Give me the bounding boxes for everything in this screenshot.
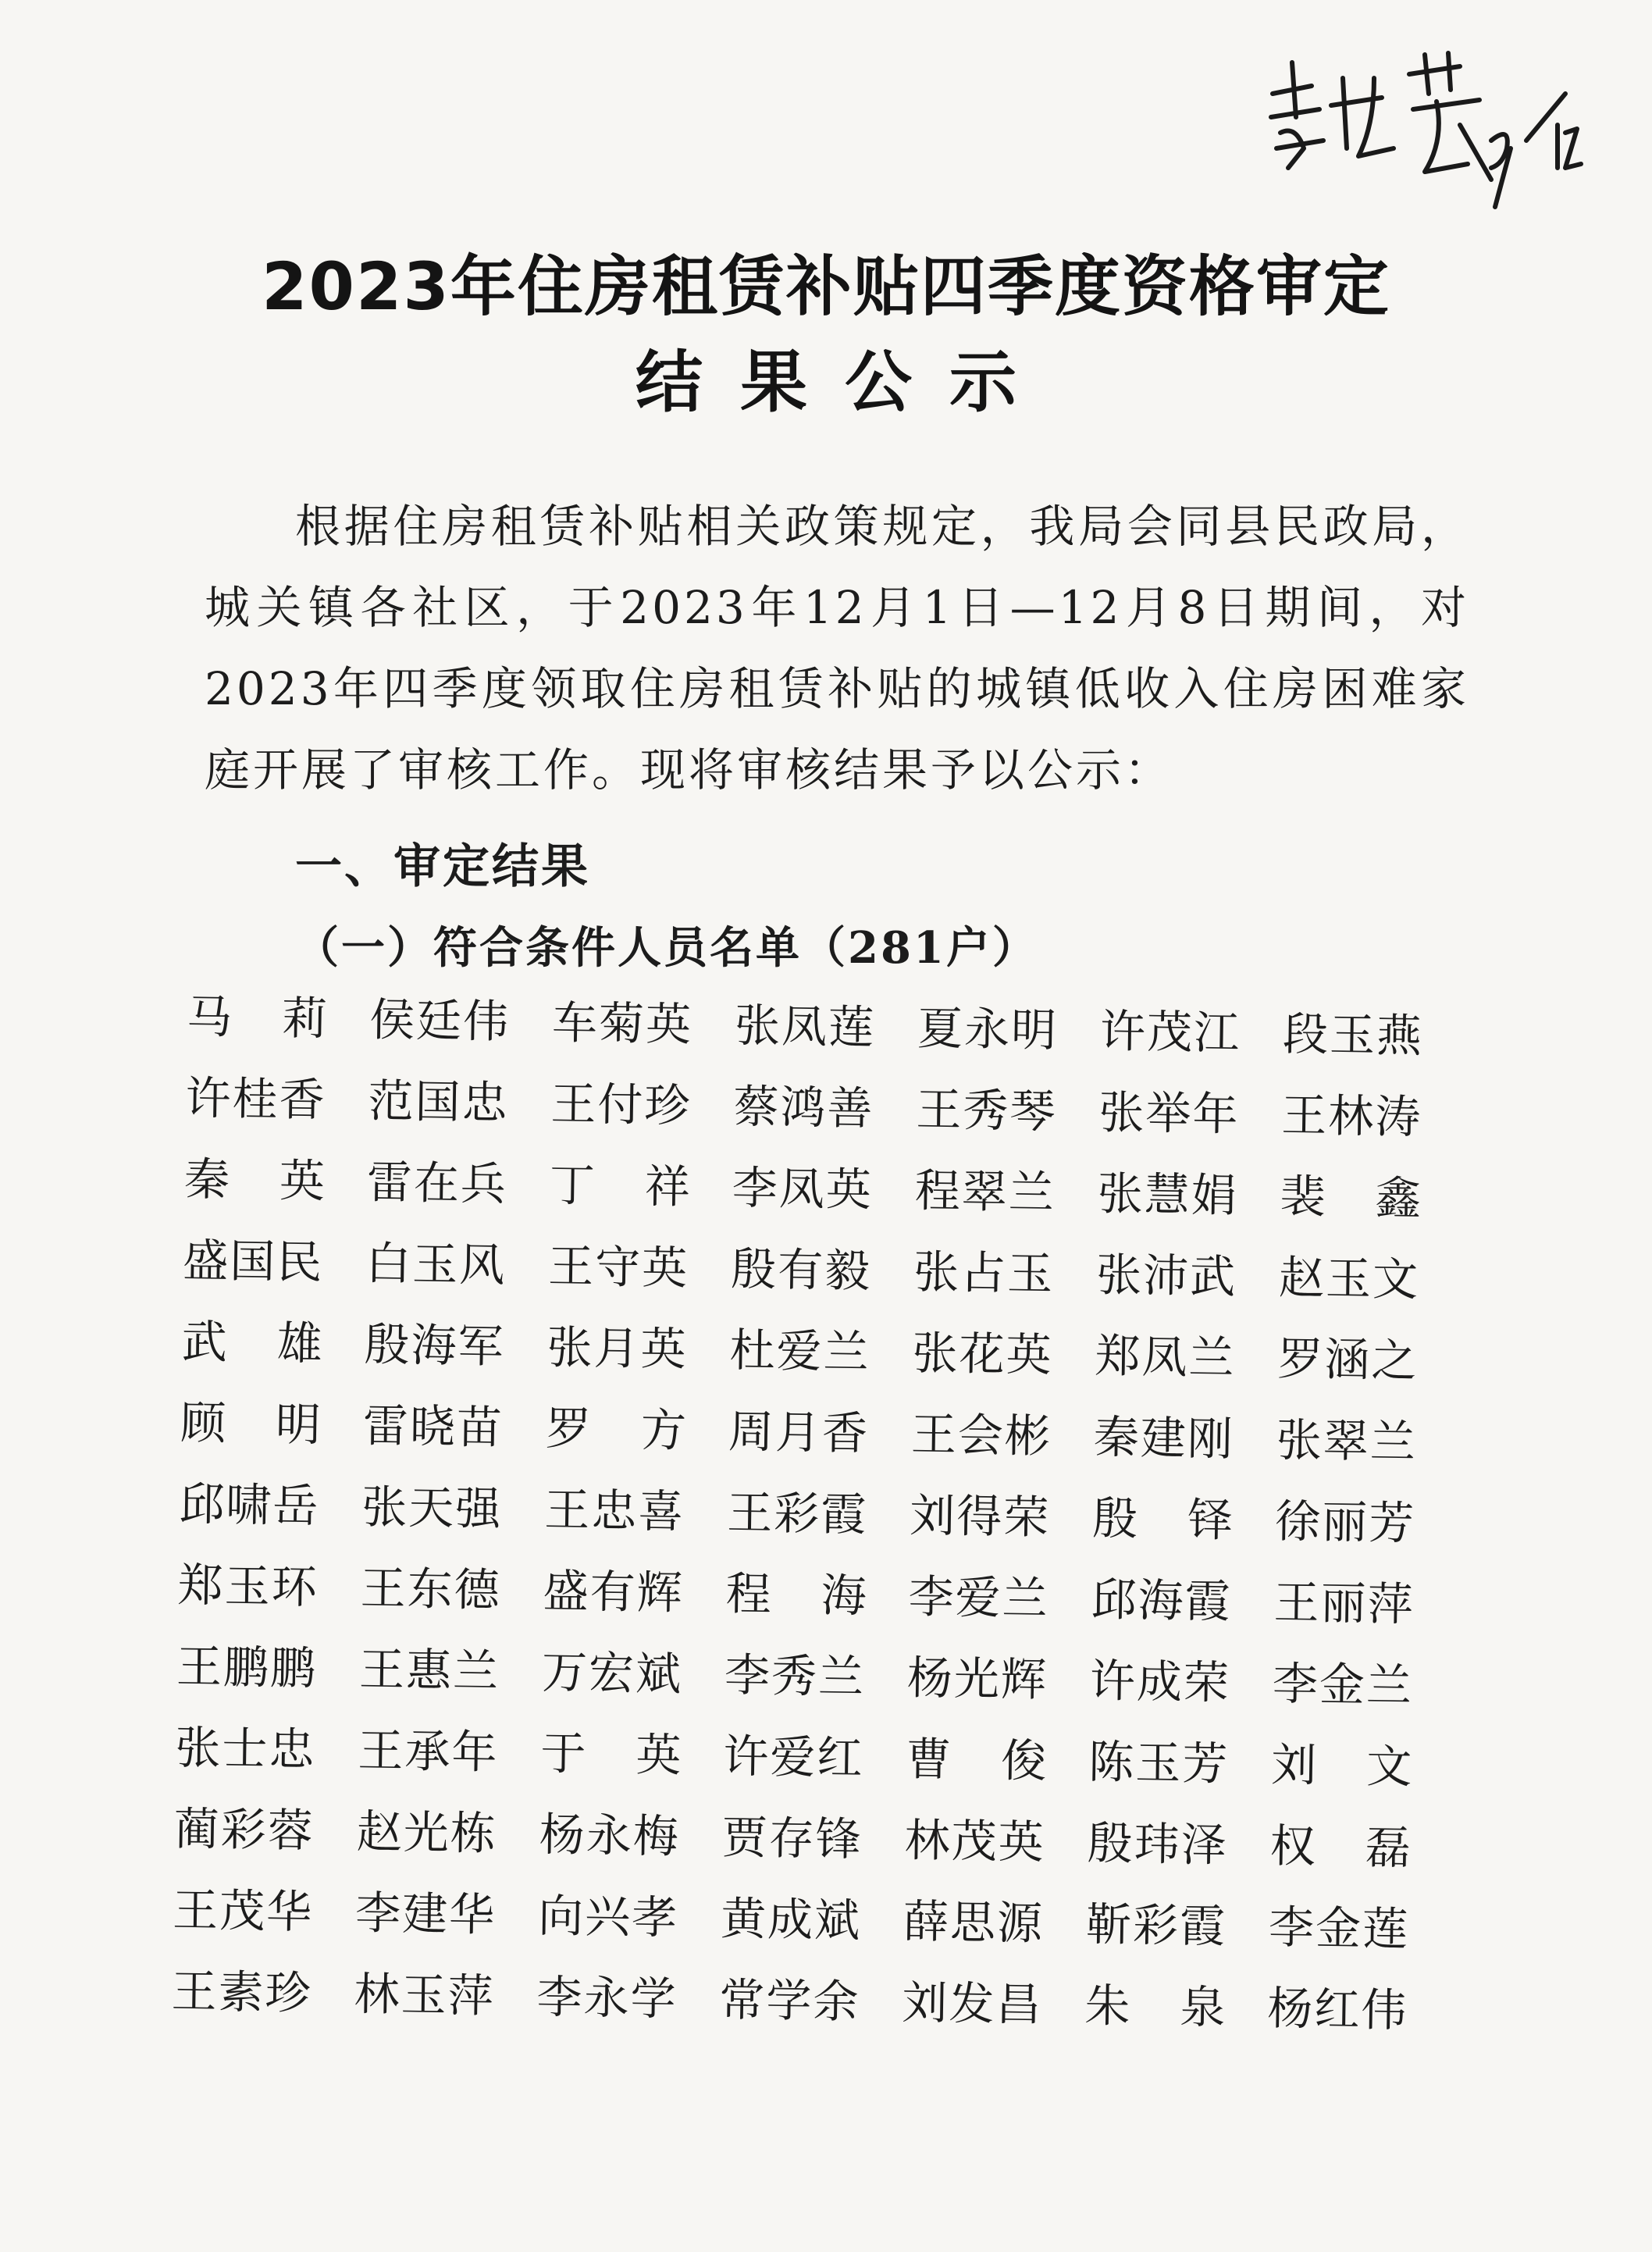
list-item: 王茂华 — [172, 1883, 314, 1939]
list-item: 罗涵之 — [1276, 1331, 1419, 1388]
list-item: 张士忠 — [174, 1720, 317, 1776]
list-item: 张花英 — [911, 1326, 1054, 1382]
list-item: 盛有辉 — [543, 1564, 685, 1620]
list-item: 罗方 — [545, 1402, 737, 1459]
list-item: 王东德 — [360, 1561, 502, 1617]
intro-paragraph: 根据住房租赁补贴相关政策规定，我局会同县民政局，城关镇各社区，于2023年12月1日—12月8日期间，对2023年四季度领取住房租赁补贴的城镇低收入住房困难家庭开展了审核工作。现将审核结果予以公示： — [205, 500, 1469, 796]
eligible-names-list — [171, 976, 1472, 2052]
list-item: 蔡鸿善 — [732, 1080, 874, 1135]
list-item: 张慧娟 — [1097, 1167, 1239, 1223]
list-item: 秦英 — [183, 1152, 376, 1209]
list-item: 王付珍 — [550, 1077, 692, 1133]
list-item: 许桂香 — [185, 1071, 327, 1127]
list-item: 靳彩霞 — [1085, 1897, 1227, 1954]
section-heading: 一、审定结果 — [295, 839, 590, 894]
list-item: 段玉燕 — [1282, 1007, 1424, 1063]
list-item: 王素珍 — [171, 1964, 313, 2020]
list-item: 白玉风 — [365, 1236, 507, 1292]
list-item: 雷晓苗 — [362, 1399, 504, 1455]
list-item: 张月英 — [547, 1320, 689, 1377]
list-item: 邱海霞 — [1091, 1573, 1233, 1629]
list-item: 张翠兰 — [1276, 1413, 1418, 1469]
list-item: 殷铎 — [1091, 1491, 1284, 1548]
list-item: 程翠兰 — [914, 1163, 1056, 1220]
list-item: 李凤英 — [732, 1160, 874, 1217]
list-item: 王会彬 — [910, 1407, 1052, 1463]
list-item: 徐丽芳 — [1274, 1494, 1416, 1550]
list-item: 盛国民 — [182, 1233, 324, 1289]
list-item: 范国忠 — [367, 1074, 510, 1130]
list-item: 常学余 — [718, 1972, 861, 2029]
list-item: 许爱红 — [722, 1729, 864, 1785]
list-item: 武雄 — [181, 1314, 373, 1371]
list-item: 王彩霞 — [726, 1485, 868, 1541]
list-item: 郑玉环 — [177, 1558, 319, 1614]
handwritten-signature — [1257, 31, 1585, 211]
list-item: 林茂英 — [904, 1813, 1046, 1869]
list-item: 朱泉 — [1084, 1979, 1276, 2036]
list-item: 蔺彩蓉 — [173, 1801, 315, 1858]
list-item: 周月香 — [728, 1404, 870, 1460]
list-item: 车菊英 — [551, 996, 693, 1052]
list-item: 王丽萍 — [1273, 1575, 1415, 1631]
list-item: 贾存锋 — [721, 1810, 863, 1866]
list-item: 马莉 — [186, 989, 378, 1046]
list-item: 王承年 — [357, 1723, 499, 1780]
document-title: 2023年住房租赁补贴四季度资格审定 — [262, 248, 1390, 325]
list-item: 赵光栋 — [356, 1805, 498, 1861]
list-item: 赵玉文 — [1278, 1251, 1420, 1306]
list-item: 张举年 — [1098, 1085, 1240, 1142]
list-item: 杨红伟 — [1266, 1981, 1408, 2037]
list-item: 裴鑫 — [1280, 1170, 1472, 1226]
list-item: 林玉萍 — [354, 1967, 496, 2023]
list-item: 夏永明 — [917, 1001, 1059, 1057]
list-item: 殷海军 — [364, 1317, 506, 1374]
list-item: 杨永梅 — [539, 1808, 681, 1864]
list-item: 万宏斌 — [541, 1645, 683, 1701]
list-item: 王鹏鹏 — [176, 1639, 318, 1695]
list-item: 王秀琴 — [915, 1082, 1057, 1138]
list-item: 杜爱兰 — [729, 1323, 871, 1379]
list-item: 李秀兰 — [724, 1648, 866, 1704]
list-item: 杨光辉 — [906, 1651, 1049, 1707]
list-item: 丁祥 — [549, 1158, 741, 1215]
list-item: 陈玉芳 — [1088, 1735, 1230, 1791]
list-item: 曹俊 — [905, 1732, 1097, 1789]
list-item: 李永学 — [536, 1970, 678, 2026]
list-item: 顾明 — [180, 1395, 372, 1452]
list-item: 许茂江 — [1099, 1004, 1241, 1060]
list-item: 雷在兵 — [366, 1155, 508, 1211]
list-item: 程海 — [725, 1566, 917, 1623]
list-item: 向兴孝 — [537, 1889, 679, 1945]
document-subtitle: 结果公示 — [636, 344, 1054, 422]
list-item: 于英 — [539, 1726, 732, 1783]
list-item: 张天强 — [361, 1480, 503, 1536]
list-item: 刘文 — [1270, 1737, 1462, 1794]
list-item: 侯廷伟 — [368, 992, 511, 1049]
list-item: 李金兰 — [1272, 1656, 1414, 1712]
list-item: 秦建刚 — [1093, 1410, 1235, 1466]
list-item: 王守英 — [547, 1239, 689, 1295]
list-item: 刘得荣 — [909, 1488, 1051, 1545]
list-heading: （一）符合条件人员名单（281户） — [295, 922, 1038, 974]
list-item: 王林涛 — [1280, 1089, 1422, 1144]
list-item: 郑凤兰 — [1094, 1329, 1237, 1385]
list-item: 李建华 — [354, 1886, 497, 1942]
list-item: 薛思源 — [903, 1894, 1045, 1951]
list-item: 殷玮泽 — [1087, 1816, 1229, 1873]
list-item: 李金莲 — [1268, 1900, 1410, 1956]
list-item: 邱啸岳 — [178, 1477, 320, 1533]
list-item: 黄成斌 — [720, 1891, 862, 1947]
list-item: 权磊 — [1269, 1819, 1462, 1876]
list-item: 张沛武 — [1095, 1248, 1237, 1304]
list-item: 王惠兰 — [358, 1642, 500, 1698]
list-item: 李爱兰 — [908, 1570, 1050, 1626]
list-item: 许成荣 — [1089, 1654, 1231, 1710]
list-item: 刘发昌 — [901, 1976, 1043, 2032]
list-item: 王忠喜 — [543, 1483, 685, 1539]
list-item: 张占玉 — [913, 1245, 1055, 1301]
list-item: 张凤莲 — [734, 999, 876, 1054]
list-item: 殷有毅 — [730, 1242, 872, 1298]
